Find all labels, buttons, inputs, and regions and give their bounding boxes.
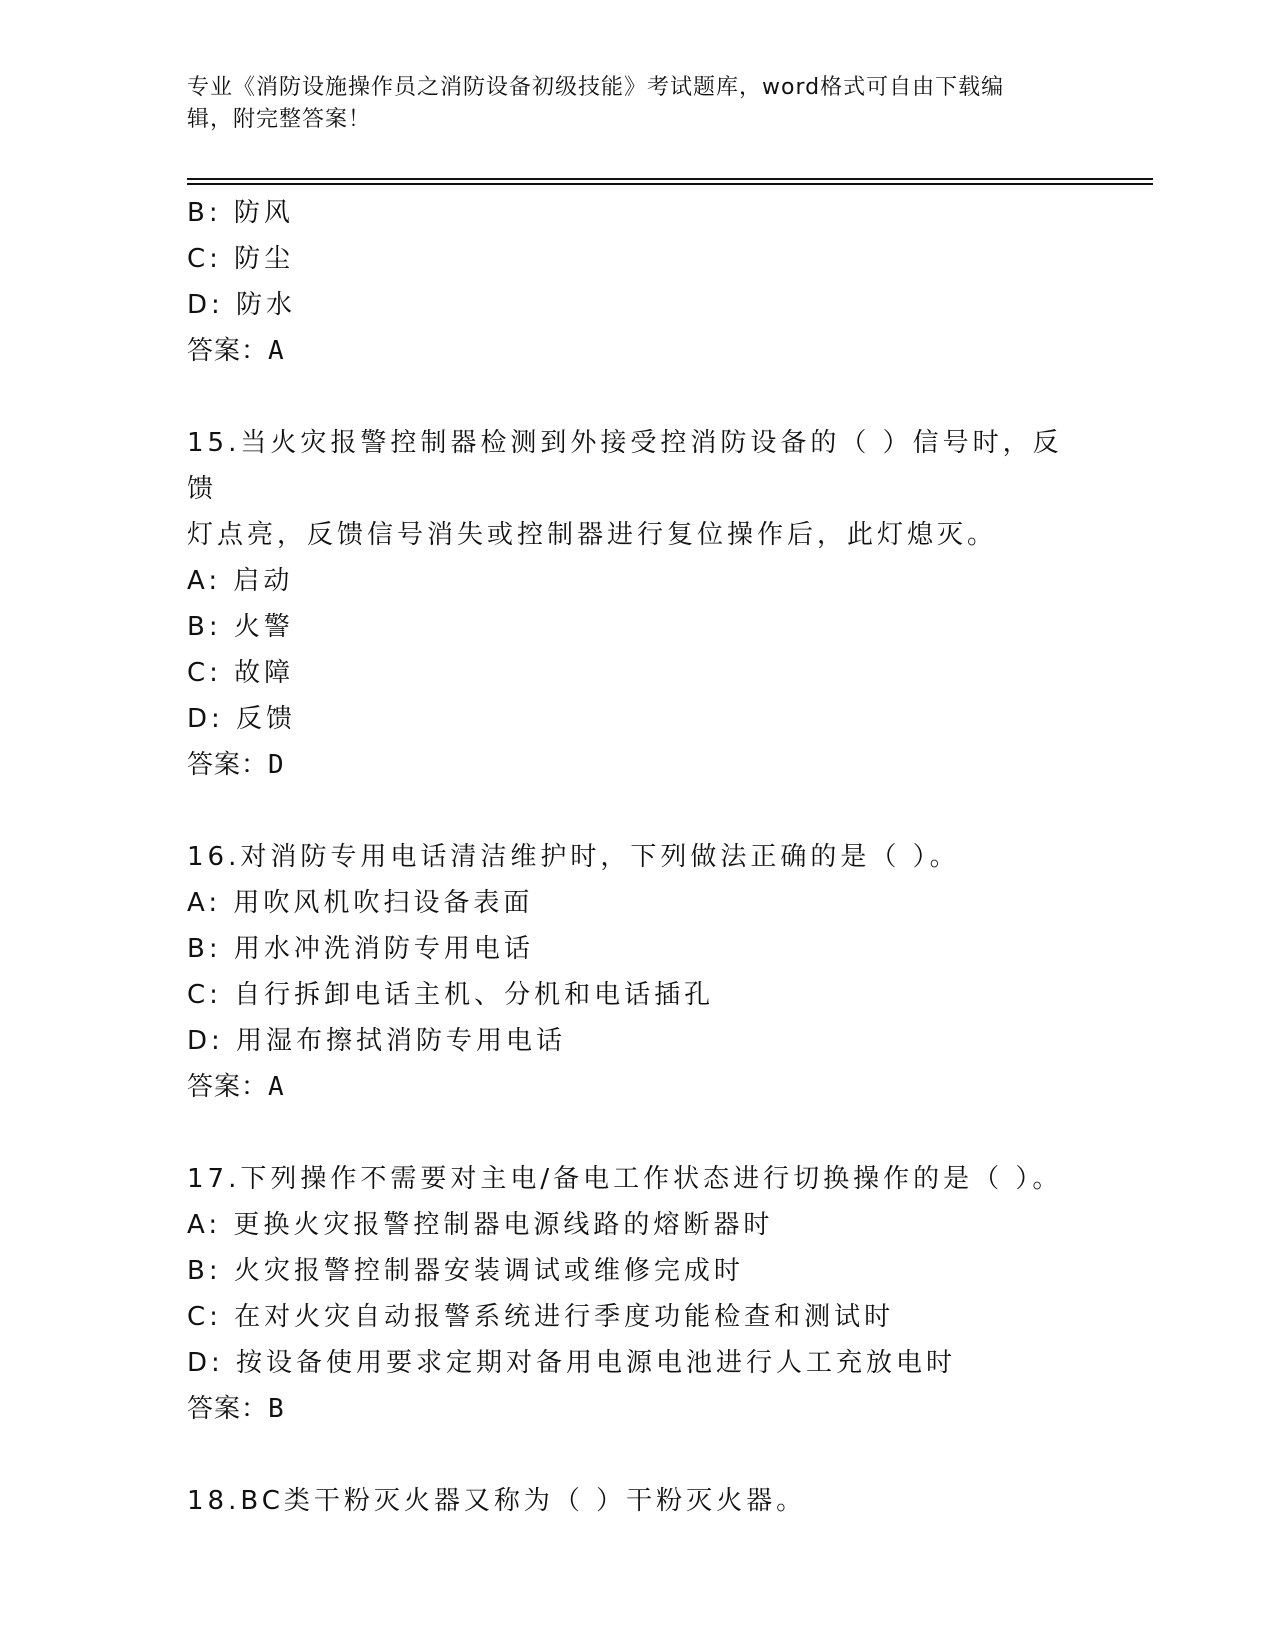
option-d: D: 用湿布擦拭消防专用电话 xyxy=(187,1026,567,1056)
option-b: B: 火警 xyxy=(187,612,294,642)
header-line-2: 辑，附完整答案！ xyxy=(187,107,372,132)
option-b: B: 火灾报警控制器安装调试或维修完成时 xyxy=(187,1256,744,1286)
option-b: B: 用水冲洗消防专用电话 xyxy=(187,934,534,964)
header-rule-top xyxy=(187,178,1153,180)
question-stem-line-2: 灯点亮，反馈信号消失或控制器进行复位操作后，此灯熄灭。 xyxy=(187,520,998,550)
question-stem-line-1: 16.对消防专用电话清洁维护时，下列做法正确的是（ ）。 xyxy=(187,842,960,872)
question-stem-line-1: 18.BC类干粉灭火器又称为（ ）干粉灭火器。 xyxy=(187,1486,807,1516)
answer-line: 答案：D xyxy=(187,750,285,780)
header-rule-bottom xyxy=(187,183,1153,185)
option-c: C: 自行拆卸电话主机、分机和电话插孔 xyxy=(187,980,715,1010)
option-d: D: 按设备使用要求定期对备用电源电池进行人工充放电时 xyxy=(187,1348,957,1378)
question-18 xyxy=(187,1478,1087,1524)
option-d: D: 反馈 xyxy=(187,704,297,734)
option-d: D: 防水 xyxy=(187,290,297,320)
option-b: B: 防风 xyxy=(187,198,294,228)
question-16 xyxy=(187,834,1087,1110)
question-15 xyxy=(187,420,1087,788)
question-14-continued xyxy=(187,190,1087,374)
answer-line: 答案：B xyxy=(187,1394,285,1424)
question-list xyxy=(187,190,1087,1524)
header-line-1: 专业《消防设施操作员之消防设备初级技能》考试题库，word格式可自由下载编 xyxy=(187,75,1005,100)
spacer xyxy=(187,374,1087,420)
answer-line: 答案：A xyxy=(187,336,285,366)
answer-line: 答案：A xyxy=(187,1072,285,1102)
question-17 xyxy=(187,1156,1087,1432)
option-a: A: 用吹风机吹扫设备表面 xyxy=(187,888,534,918)
document-header xyxy=(187,72,1087,136)
option-c: C: 防尘 xyxy=(187,244,295,274)
option-c: C: 在对火灾自动报警系统进行季度功能检查和测试时 xyxy=(187,1302,895,1332)
question-stem-line-1: 17.下列操作不需要对主电/备电工作状态进行切换操作的是（ ）。 xyxy=(187,1164,1063,1194)
spacer xyxy=(187,788,1087,834)
spacer xyxy=(187,1432,1087,1478)
option-a: A: 更换火灾报警控制器电源线路的熔断器时 xyxy=(187,1210,774,1240)
option-c: C: 故障 xyxy=(187,658,295,688)
option-a: A: 启动 xyxy=(187,566,294,596)
question-stem-line-1: 15.当火灾报警控制器检测到外接受控消防设备的（ ）信号时，反馈 xyxy=(187,428,1063,504)
spacer xyxy=(187,1110,1087,1156)
